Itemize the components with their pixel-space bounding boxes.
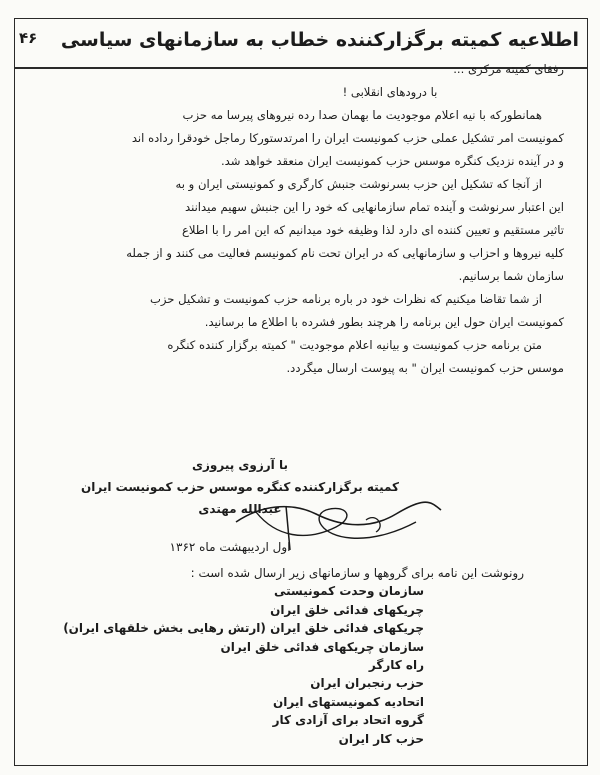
list-item: حزب کار ایران	[338, 731, 424, 746]
signer-organization: کمیته برگزارکننده کنگره موسس حزب کمونیست ایران	[81, 480, 399, 494]
list-item: راه کارگر	[368, 658, 424, 673]
paragraph-4-line-2: موسس حزب کمونیست ایران " به پیوست ارسال میگردد.	[286, 361, 564, 375]
salutation: رفقای کمیته مرکزی ...	[453, 62, 564, 76]
signer-name: عبدالله مهتدی	[198, 502, 282, 516]
paragraph-2-line-3: تاثیر مستقیم و تعیین کننده ای دارد لذا وظیفه خود میدانیم که این امر را با اطلاع	[181, 223, 564, 237]
document-title: اطلاعیه کمیته برگزارکننده خطاب به سازمانهای سیاسی	[60, 29, 579, 51]
paragraph-2-line-4: کلیه نیروها و احزاب و سازمانهایی که در ایران تحت نام کمونیسم فعالیت می کنند و از جمله	[126, 246, 564, 260]
paragraph-2-line-1: از آنجا که تشکیل این حزب بسرنوشت جنبش کارگری و کمونیستی ایران و به	[175, 177, 542, 191]
distribution-list	[36, 564, 564, 748]
letter-date: اول اردیبهشت ماه ۱۳۶۲	[169, 540, 291, 554]
distribution-intro: رونوشت این نامه برای گروهها و سازمانهای زیر ارسال شده است :	[190, 566, 524, 580]
page-number: ۴۶	[19, 29, 38, 47]
paragraph-1-line-3: و در آینده نزدیک کنگره موسس حزب کمونیست ایران منعقد خواهد شد.	[220, 154, 564, 168]
list-item: اتحادیه کمونیستهای ایران	[273, 694, 424, 709]
paragraph-1-line-1: همانطورکه با نیه اعلام موجودیت ما بهمان صدا رده نیروهای پیرسا مه حزب	[182, 108, 542, 122]
letter-body	[36, 58, 564, 380]
closing: با آرزوی پیروزی	[192, 458, 288, 472]
paragraph-3-line-1: از شما تقاضا میکنیم که نظرات خود در باره برنامه حزب کمونیست و تشکیل حزب	[150, 292, 542, 306]
paragraph-2-line-2: این اعتبار سرنوشت و آینده تمام سازمانهایی که خود را این جنبش سهیم میدانند	[185, 200, 564, 214]
list-item: سازمان چریکهای فدائی خلق ایران	[220, 639, 424, 654]
paragraph-4-line-1: متن برنامه حزب کمونیست و بیانیه اعلام موجودیت " کمیته برگزار کننده کنگره	[167, 338, 542, 352]
list-item: چریکهای فدائی خلق ایران (ارتش رهایی بخش خلقهای ایران)	[63, 621, 424, 636]
paragraph-2-line-5: سازمان شما برسانیم.	[458, 269, 564, 283]
list-item: چریکهای فدائی خلق ایران	[270, 602, 424, 617]
paragraph-3-line-2: کمونیست ایران حول این برنامه را هرچند بطور فشرده با اطلاع ما برسانید.	[204, 315, 564, 329]
list-item: حزب رنجبران ایران	[310, 676, 424, 691]
list-item: گروه اتحاد برای آزادی کار	[272, 713, 424, 728]
paragraph-1-line-2: کمونیست امر تشکیل عملی حزب کمونیست ایران را امرتدستورکا رماجل خودقرا رداده اند	[131, 131, 564, 145]
list-item: سازمان وحدت کمونیستی	[273, 584, 424, 599]
greeting: با درودهای انقلابی !	[342, 85, 438, 99]
